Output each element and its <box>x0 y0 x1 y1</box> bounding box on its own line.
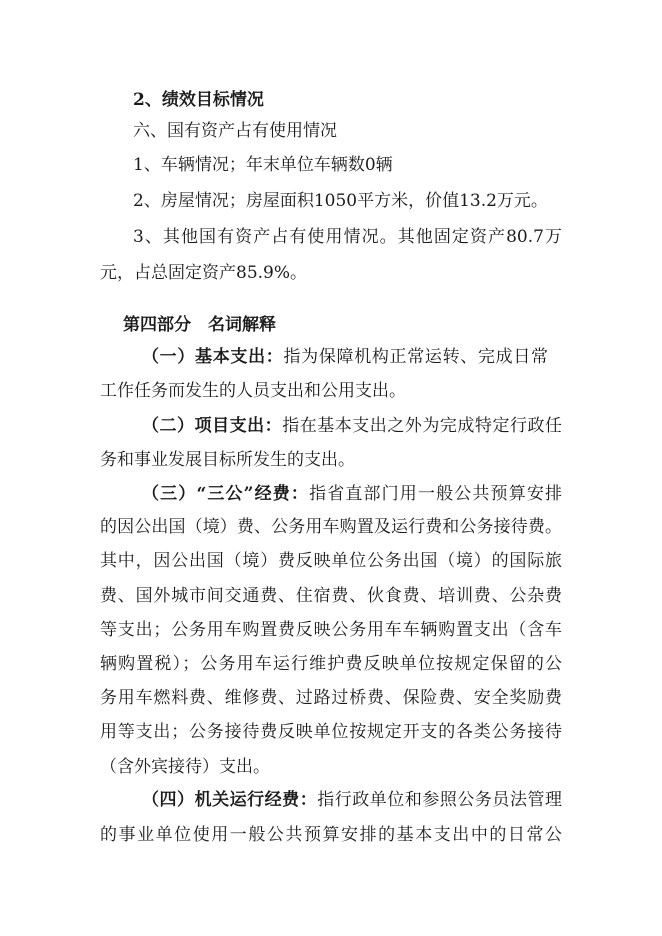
heading-performance-goals: 2、绩效目标情况 <box>133 90 264 110</box>
definition-line: 的事业单位使用一般公共预算安排的基本支出中的日常公 <box>100 825 562 845</box>
paragraph-other-assets: 3、其他国有资产占有使用情况。其他固定资产80.7万 <box>133 227 562 247</box>
definition-line: 务用车燃料费、维修费、过路过桥费、保险费、安全奖励费 <box>100 688 562 708</box>
definition-line: （含外宾接待）支出。 <box>100 757 270 777</box>
term-label: （二）项目支出： <box>142 416 283 436</box>
definition-line: 其中，因公出国（境）费反映单位公务出国（境）的国际旅 <box>100 551 562 571</box>
definition-basic-expenditure <box>142 347 548 367</box>
paragraph-other-assets-cont: 元，占总固定资产85.9%。 <box>100 263 308 283</box>
definition-project-expenditure <box>142 416 562 436</box>
definition-three-public-expenses <box>142 484 562 504</box>
term-text: 指行政单位和参照公务员法管理 <box>317 790 563 810</box>
term-text: 指在基本支出之外为完成特定行政任 <box>282 416 563 436</box>
definition-line: 的因公出国（境）费、公务用车购置及运行费和公务接待费。 <box>100 517 562 537</box>
term-label: （四）机关运行经费： <box>142 790 318 810</box>
part-four-heading: 第四部分 名词解释 <box>123 315 276 335</box>
term-text: 指省直部门用一般公共预算安排 <box>309 484 563 504</box>
definition-line: 费、国外城市间交通费、住宿费、伙食费、培训费、公杂费 <box>100 586 562 606</box>
definition-agency-operating-expenses <box>142 790 562 810</box>
definition-line: 等支出；公务用车购置费反映公务用车车辆购置支出（含车 <box>100 620 562 640</box>
term-label: （一）基本支出： <box>142 347 284 367</box>
definition-line: 务和事业发展目标所发生的支出。 <box>100 450 355 470</box>
section-heading-state-assets: 六、国有资产占有使用情况 <box>133 121 337 141</box>
paragraph-housing: 2、房屋情况；房屋面积1050平方米，价值13.2万元。 <box>133 191 548 211</box>
term-text: 指为保障机构正常运转、完成日常 <box>283 347 549 367</box>
definition-line: 用等支出；公务接待费反映单位按规定开支的各类公务接待 <box>100 722 562 742</box>
paragraph-vehicles: 1、车辆情况；年末单位车辆数0辆 <box>133 155 393 175</box>
definition-line: 辆购置税）；公务用车运行维护费反映单位按规定保留的公 <box>100 654 562 674</box>
term-label: （三）“三公”经费： <box>142 484 310 504</box>
definition-line: 工作任务而发生的人员支出和公用支出。 <box>100 381 406 401</box>
